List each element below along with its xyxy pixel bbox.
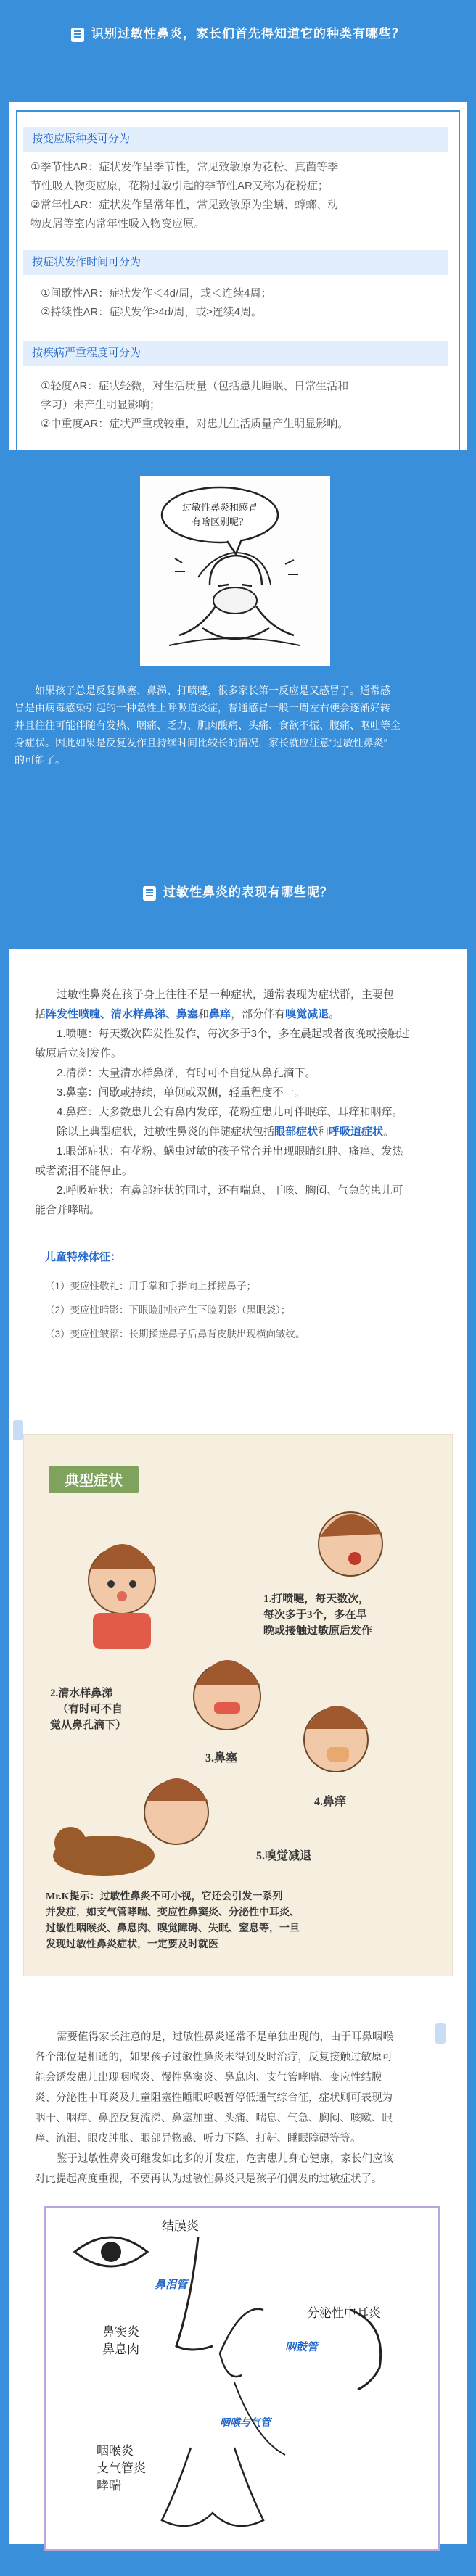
- anatomy-label: 鼻息肉: [102, 2342, 139, 2356]
- section1-title: 识别过敏性鼻炎，家长们首先得知道它的种类有哪些？: [91, 27, 405, 41]
- group-heading-severity: 按疾病严重程度可分为: [23, 341, 448, 366]
- intro-line: 冒是由病毒感染引起的一种急性上呼吸道炎症，普通感冒一般一周左右便会逐渐好转: [15, 702, 390, 714]
- kids-signs-title: 儿童特殊体征：: [45, 1251, 122, 1263]
- poster-label: 1.打喷嚏，每天数次，: [263, 1593, 370, 1605]
- cold-vs-allergy-illustration: [140, 476, 330, 666]
- group-items-allergen: [30, 158, 459, 234]
- poster-label: 5.嗅觉减退: [256, 1850, 312, 1862]
- handwritten-label: 鼻泪管: [155, 2279, 188, 2291]
- bottle-icon: [13, 1420, 23, 1440]
- poster-label: 4.鼻痒: [314, 1796, 347, 1808]
- group-item: ①季节性AR：症状发作呈季节性，常见致敏原为花粉、真菌等季: [30, 161, 339, 173]
- complication-line: 炎、分泌性中耳炎及儿童阻塞性睡眠呼吸暂停低通气综合征，症状则可表现为: [35, 2092, 393, 2104]
- anatomy-label: 分泌性中耳炎: [307, 2306, 381, 2320]
- document-icon: [71, 28, 84, 42]
- body-line: 4.鼻痒：大多数患儿会有鼻内发痒，花粉症患儿可伴眼痒、耳痒和咽痒。: [57, 1106, 403, 1118]
- group-item: ①轻度AR：症状轻微，对生活质量（包括患儿睡眠、日常生活和: [41, 380, 349, 392]
- sneezing-person-image: [140, 476, 330, 666]
- group-heading-time: 按症状发作时间可分为: [23, 250, 448, 275]
- body-line: 过敏性鼻炎在孩子身上往往不是一种症状，通常表现为症状群，主要包: [57, 988, 395, 1001]
- poster-label: 2.清水样鼻涕: [50, 1688, 113, 1699]
- group-item: 节性吸入物变应原，花粉过敏引起的季节性AR又称为花粉症；: [30, 180, 329, 192]
- group-items-severity: [41, 377, 454, 434]
- poster-label: （有时可不自: [57, 1704, 123, 1715]
- poster-tip-line: 发现过敏性鼻炎症状，一定要及时就医: [46, 1939, 218, 1950]
- complication-line: 咽干、咽痒、鼻腔反复流涕、鼻塞加重、头痛、喘息、气急、胸闷、咳嗽、眼: [35, 2113, 393, 2124]
- poster-tip-line: 并发症，如支气管哮喘、变应性鼻窦炎、分泌性中耳炎、: [46, 1907, 300, 1918]
- kids-sign-item: （1）变应性敬礼：用手掌和手指向上揉搓鼻子；: [45, 1281, 257, 1292]
- group-item: 学习）未产生明显影响；: [41, 399, 161, 411]
- intro-line: 的可能了。: [15, 754, 65, 766]
- anatomy-label: 结膜炎: [162, 2219, 199, 2233]
- anatomy-label: 鼻窦炎: [102, 2325, 139, 2339]
- anatomy-label: 哮喘: [97, 2479, 121, 2493]
- group-item: 物皮屑等室内常年性吸入物变应原。: [30, 218, 205, 230]
- typical-symptoms-poster: [23, 1434, 453, 1976]
- section1-banner: [0, 0, 476, 73]
- group-heading-allergen: 按变应原种类可分为: [23, 127, 448, 152]
- poster-label: 晚或接触过敏原后发作: [263, 1625, 373, 1637]
- group-item: ②持续性AR：症状发作≥4d/周，或≥连续4周。: [41, 306, 262, 318]
- body-line: 或者流泪不能停止。: [35, 1165, 134, 1177]
- complication-line: 对此提起高度重视，不要再认为过敏性鼻炎只是孩子们偶发的过敏症状了。: [35, 2174, 382, 2185]
- section2-title: 过敏性鼻炎的表现有哪些呢？: [163, 886, 333, 899]
- complication-line: 能会诱发患儿出现咽喉炎、慢性鼻窦炎、鼻息肉、支气管哮喘、变应性结膜: [35, 2072, 382, 2084]
- complications-text: [35, 2027, 448, 2189]
- section2-banner: [0, 864, 476, 922]
- group-item: ②常年性AR：症状发作呈常年性，常见致敏原为尘螨、蟑螂、动: [30, 199, 339, 211]
- complication-line: 各个部位是相通的，如果孩子过敏性鼻炎未得到及时治疗，反复接触过敏原可: [35, 2052, 393, 2063]
- handwritten-label: 咽喉与气管: [220, 2418, 271, 2429]
- body-line: 敏原后立刻发作。: [35, 1047, 123, 1060]
- anatomy-label: 咽喉炎: [97, 2444, 134, 2458]
- body-line: 2.清涕：大量清水样鼻涕，有时可不自觉从鼻孔滴下。: [57, 1067, 316, 1079]
- poster-label: 每次多于3个，多在早: [263, 1609, 367, 1621]
- complication-line: 痒、流泪、眼皮肿胀、眼部异物感、听力下降、打鼾、睡眠障碍等等。: [35, 2133, 361, 2144]
- poster-label: 3.鼻塞: [205, 1752, 238, 1764]
- anatomy-image: [46, 2208, 438, 2549]
- handwritten-label: 咽鼓管: [285, 2342, 319, 2353]
- intro-line: 如果孩子总是反复鼻塞、鼻涕、打喷嚏，很多家长第一反应是又感冒了。通常感: [35, 685, 390, 696]
- poster-tip-line: Mr.K提示：过敏性鼻炎不可小视，它还会引发一系列: [46, 1891, 283, 1902]
- document-icon: [143, 886, 156, 901]
- kids-sign-item: （2）变应性暗影：下眼睑肿胀产生下睑阴影（黑眼袋）；: [45, 1305, 291, 1316]
- body-line: 能合并哮喘。: [35, 1204, 101, 1216]
- intro-paragraph: [0, 682, 476, 769]
- kids-sign-item: （3）变应性皱褶：长期揉搓鼻子后鼻背皮肤出现横向皱纹。: [45, 1329, 305, 1339]
- body-line-highlight: 除以上典型症状，过敏性鼻炎的伴随症状包括眼部症状和呼吸道症状。: [57, 1126, 395, 1138]
- poster-label: 觉从鼻孔滴下）: [50, 1720, 127, 1731]
- poster-tip-line: 过敏性咽喉炎、鼻息肉、嗅觉障碍、失眠、窒息等，一旦: [46, 1923, 300, 1934]
- bubble-line-2: 有啥区别呢？: [191, 516, 249, 527]
- intro-line: 并且往往可能伴随有发热、咽痛、乏力、肌肉酸痛、头痛、食欲不振、腹痛、呕吐等全: [15, 719, 401, 731]
- typical-symptoms-image: [24, 1435, 452, 1976]
- complication-line: 鉴于过敏性鼻炎可继发如此多的并发症，危害患儿身心健康，家长们应该: [57, 2153, 393, 2165]
- body-line-highlight: 括阵发性喷嚏、清水样鼻涕、鼻塞和鼻痒，部分伴有嗅觉减退。: [35, 1008, 340, 1020]
- body-line: 1.眼部症状：有花粉、螨虫过敏的孩子常合并出现眼睛红肿、瘙痒、发热: [57, 1145, 403, 1157]
- complication-line: 需要值得家长注意的是，过敏性鼻炎通常不是单独出现的，由于耳鼻咽喉: [57, 2031, 393, 2043]
- body-line: 1.喷嚏：每天数次阵发性发作，每次多于3个，多在晨起或者夜晚或接触过: [57, 1028, 409, 1040]
- body-line: 3.鼻塞：间歇或持续，单侧或双侧，轻重程度不一。: [57, 1086, 305, 1099]
- body-line: 2.呼吸症状：有鼻部症状的同时，还有喘息、干咳、胸闷、气急的患儿可: [57, 1184, 403, 1197]
- group-item: ①间歇性AR：症状发作＜4d/周，或＜连续4周；: [41, 287, 272, 300]
- intro-line: 身症状。因此如果是反复发作且持续时间比较长的情况，家长就应注意“过敏性鼻炎”: [15, 737, 387, 748]
- group-item: ②中重度AR：症状严重或较重，对患儿生活质量产生明显影响。: [41, 418, 349, 430]
- symptoms-body: [35, 985, 448, 1220]
- anatomy-diagram: [44, 2206, 440, 2551]
- poster-title: 典型症状: [65, 1473, 123, 1489]
- anatomy-label: 支气管炎: [97, 2461, 146, 2475]
- group-items-time: [41, 284, 454, 322]
- bubble-line-1: 过敏性鼻炎和感冒: [181, 502, 258, 513]
